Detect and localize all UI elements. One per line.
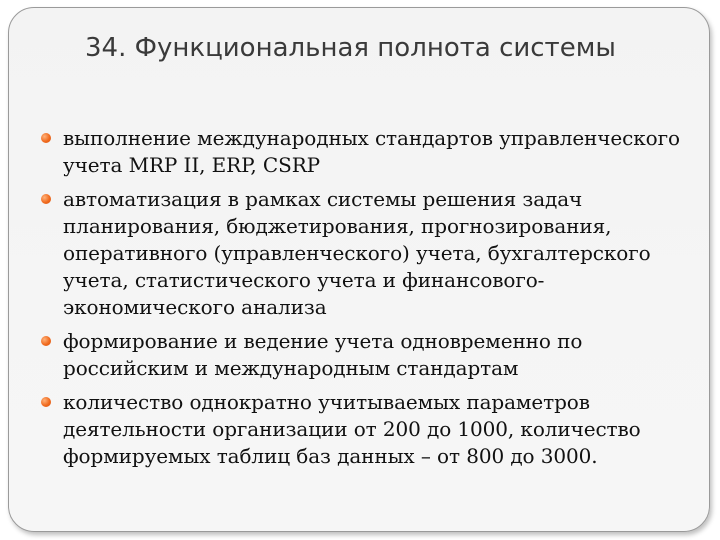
list-item: [23, 186, 699, 321]
bullet-dot-icon: [41, 336, 51, 346]
bullet-text: формирование и ведение учета одновременно по российским и международным стандартам: [63, 329, 583, 380]
list-item: [23, 328, 699, 382]
slide-title: 34. Функциональная полнота системы: [85, 33, 616, 63]
bullet-text: автоматизация в рамках системы решения задач планирования, бюджетирования, прогнозирования, оперативного (управленческого) учета, бухгалтерского учета, статистического учета и финансового-экономического анализа: [63, 187, 651, 319]
list-item: [23, 389, 699, 470]
bullet-dot-icon: [41, 194, 51, 204]
slide-frame: [8, 7, 710, 532]
bullet-list: [23, 125, 699, 470]
bullet-dot-icon: [41, 397, 51, 407]
bullet-dot-icon: [41, 133, 51, 143]
list-item: [23, 125, 699, 179]
bullet-text: выполнение международных стандартов управленческого учета MRP II, ERP, CSRP: [63, 126, 680, 177]
bullet-text: количество однократно учитываемых параметров деятельности организации от 200 до 1000, количество формируемых таблиц баз данных – от 800 до 3000.: [63, 390, 641, 468]
